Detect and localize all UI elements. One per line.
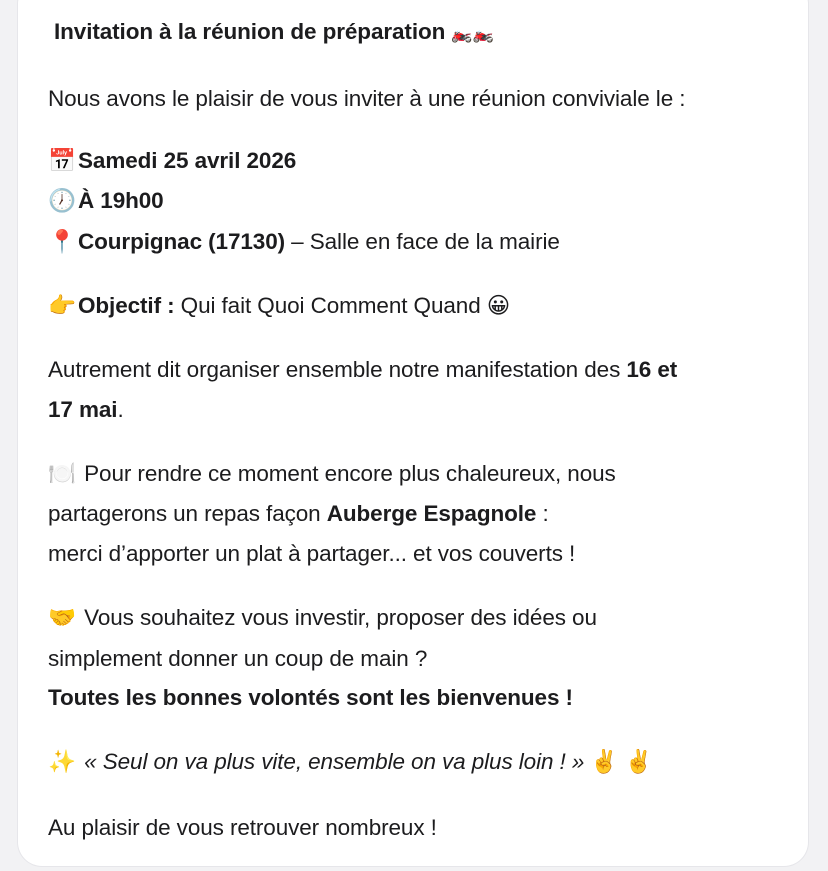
invest-text-1: Vous souhaitez vous investir, proposer des idées ou	[78, 605, 597, 630]
sparkles-icon: ✨	[48, 749, 76, 775]
place-detail: – Salle en face de la mairie	[285, 229, 560, 254]
invest-line-1	[48, 605, 597, 631]
meal-text-2: partagerons un repas façon	[48, 501, 327, 526]
meal-line-3: merci d’apporter un plat à partager... et vos couverts !	[48, 541, 576, 566]
quote-line	[48, 749, 652, 775]
message-title	[54, 19, 494, 45]
objective-line	[48, 293, 510, 319]
meal-text-1: Pour rendre ce moment encore plus chaleureux, nous	[78, 461, 616, 486]
title-text: Invitation à la réunion de préparation	[54, 19, 446, 44]
meal-line-1	[48, 461, 616, 487]
otherwise-dates-1: 16 et	[626, 357, 678, 382]
objective-label: Objectif :	[78, 293, 175, 318]
otherwise-line-1	[48, 357, 677, 383]
objective-text: Qui fait Quoi Comment Quand	[174, 293, 481, 318]
pointing-hand-icon: 👉	[48, 293, 76, 319]
plate-icon: 🍽️	[48, 461, 76, 487]
otherwise-dates-2: 17 mai	[48, 397, 118, 422]
closing-line: Au plaisir de vous retrouver nombreux !	[48, 815, 437, 840]
invest-line-3: Toutes les bonnes volontés sont les bienvenues !	[48, 685, 573, 710]
message-card	[18, 0, 808, 866]
time-text: À 19h00	[78, 188, 164, 213]
motorcycle-icon: 🏍️🏍️	[451, 24, 494, 44]
intro-line: Nous avons le plaisir de vous inviter à une réunion conviviale le :	[48, 86, 686, 111]
grinning-face-icon: 😀	[486, 293, 511, 318]
date-text: Samedi 25 avril 2026	[78, 148, 297, 173]
pin-icon: 📍	[48, 229, 76, 255]
meal-line-2	[48, 501, 549, 527]
time-line	[48, 188, 164, 214]
invest-line-2: simplement donner un coup de main ?	[48, 646, 428, 671]
handshake-icon: 🤝	[48, 605, 76, 631]
victory-hand-icon: ✌️ ✌️	[590, 749, 653, 774]
place-line	[48, 229, 560, 255]
otherwise-line-2	[48, 397, 124, 423]
calendar-icon: 📅	[48, 148, 76, 174]
meal-highlight: Auberge Espagnole	[326, 501, 537, 526]
quote-text: « Seul on va plus vite, ensemble on va plus loin ! »	[78, 749, 591, 774]
otherwise-end: .	[117, 397, 124, 422]
otherwise-text: Autrement dit organiser ensemble notre manifestation des	[48, 357, 627, 382]
clock-icon: 🕖	[48, 188, 76, 214]
place-name: Courpignac (17130)	[78, 229, 286, 254]
meal-text-2-end: :	[536, 501, 549, 526]
date-line	[48, 148, 296, 174]
